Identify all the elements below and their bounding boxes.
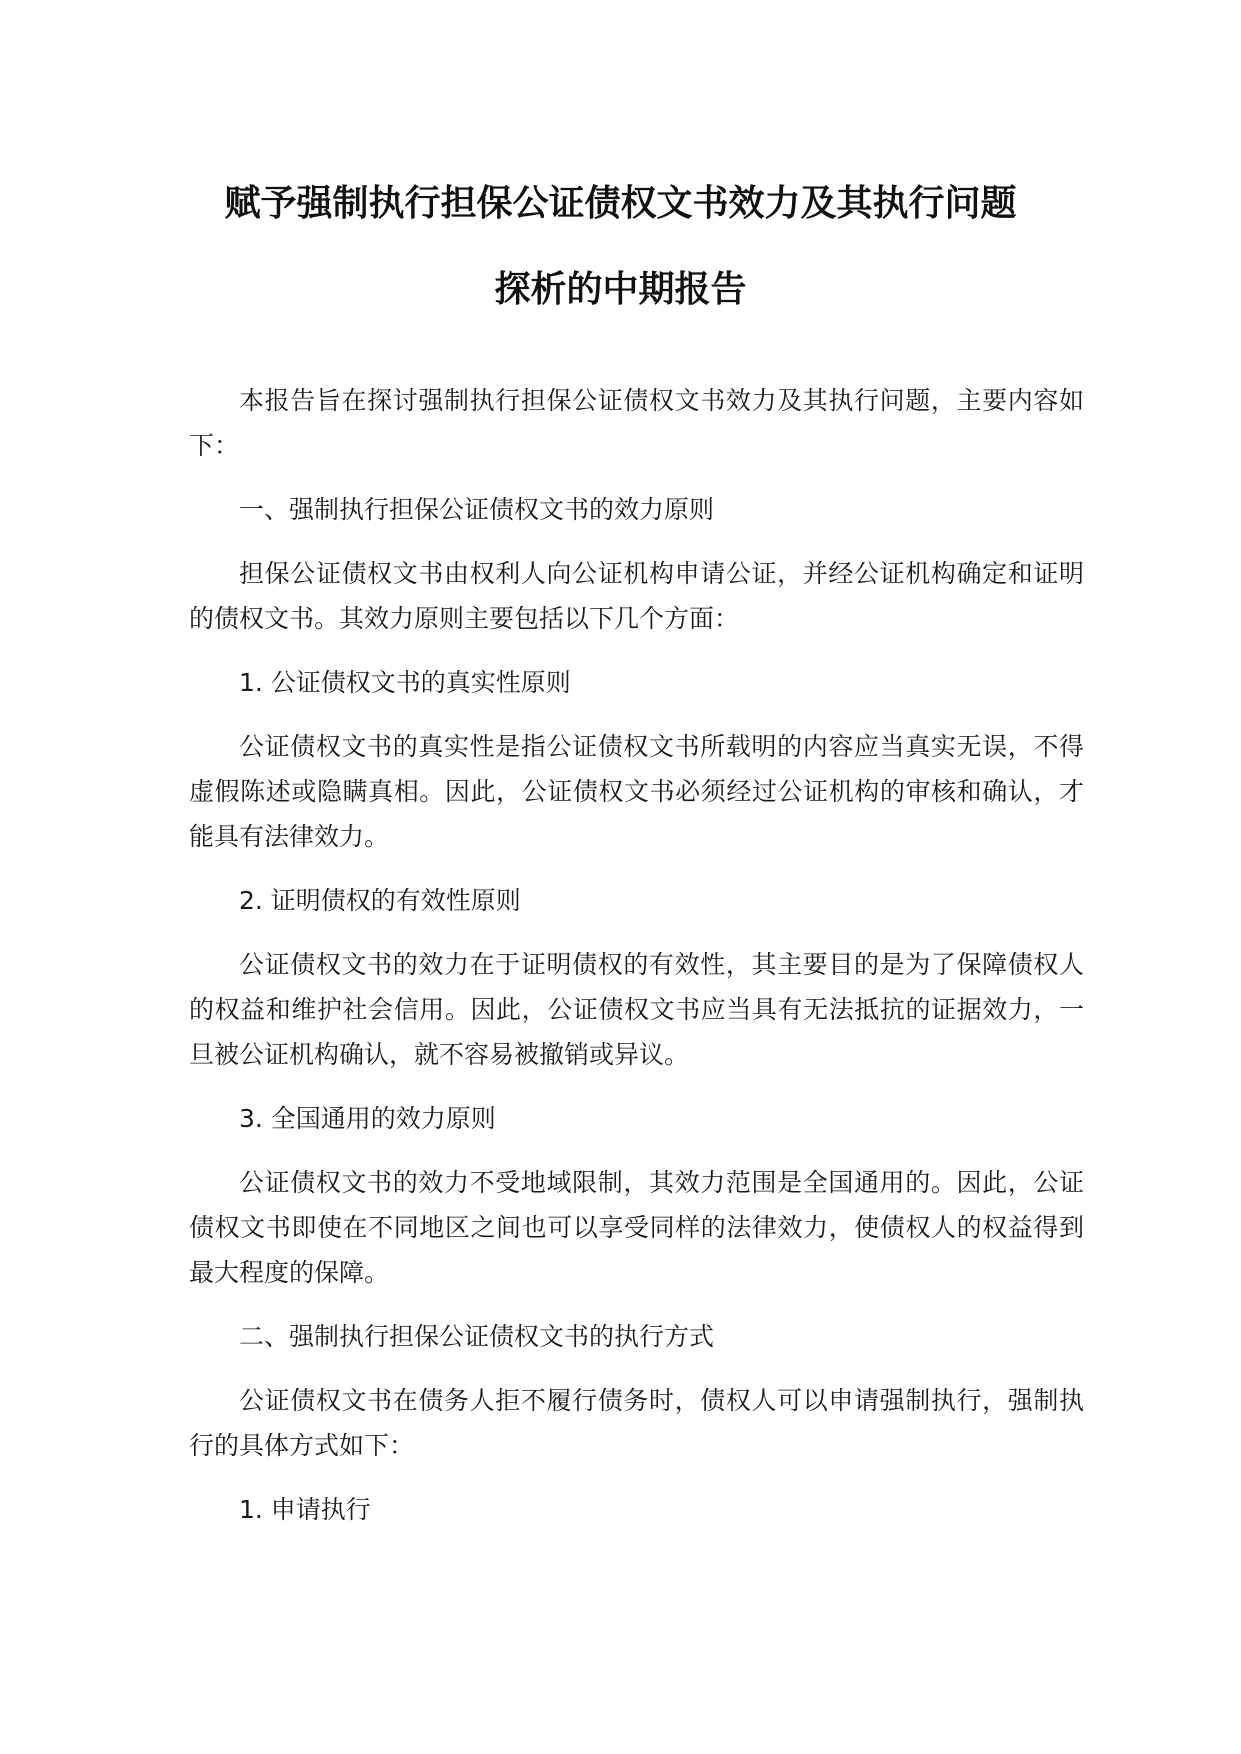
subsection-heading: 1. 申请执行: [239, 1495, 371, 1524]
body-paragraph: 公证债权文书在债务人拒不履行债务时，债权人可以申请强制执行，强制执行的具体方式如下：: [189, 1386, 1084, 1460]
body-paragraph: 公证债权文书的真实性是指公证债权文书所载明的内容应当真实无误，不得虚假陈述或隐瞒真相。因此，公证债权文书必须经过公证机构的审核和确认，才能具有法律效力。: [189, 732, 1084, 851]
document-body: [189, 378, 1084, 1551]
subsection-heading: 3. 全国通用的效力原则: [239, 1104, 496, 1133]
section-heading: 二、强制执行担保公证债权文书的执行方式: [239, 1322, 715, 1351]
intro-paragraph: 本报告旨在探讨强制执行担保公证债权文书效力及其执行问题，主要内容如下：: [189, 386, 1084, 460]
document-title-line-1: 赋予强制执行担保公证债权文书效力及其执行问题: [224, 183, 1017, 224]
document-title-line-2: 探析的中期报告: [494, 269, 747, 310]
body-paragraph: 公证债权文书的效力不受地域限制，其效力范围是全国通用的。因此，公证债权文书即使在不同地区之间也可以享受同样的法律效力，使债权人的权益得到最大程度的保障。: [189, 1168, 1084, 1287]
body-paragraph: 公证债权文书的效力在于证明债权的有效性，其主要目的是为了保障债权人的权益和维护社会信用。因此，公证债权文书应当具有无法抵抗的证据效力，一旦被公证机构确认，就不容易被撤销或异议。: [189, 950, 1084, 1069]
subsection-heading: 1. 公证债权文书的真实性原则: [239, 668, 571, 697]
body-paragraph: 担保公证债权文书由权利人向公证机构申请公证，并经公证机构确定和证明的债权文书。其效力原则主要包括以下几个方面：: [189, 559, 1084, 633]
section-heading: 一、强制执行担保公证债权文书的效力原则: [239, 495, 715, 524]
subsection-heading: 2. 证明债权的有效性原则: [239, 886, 521, 915]
